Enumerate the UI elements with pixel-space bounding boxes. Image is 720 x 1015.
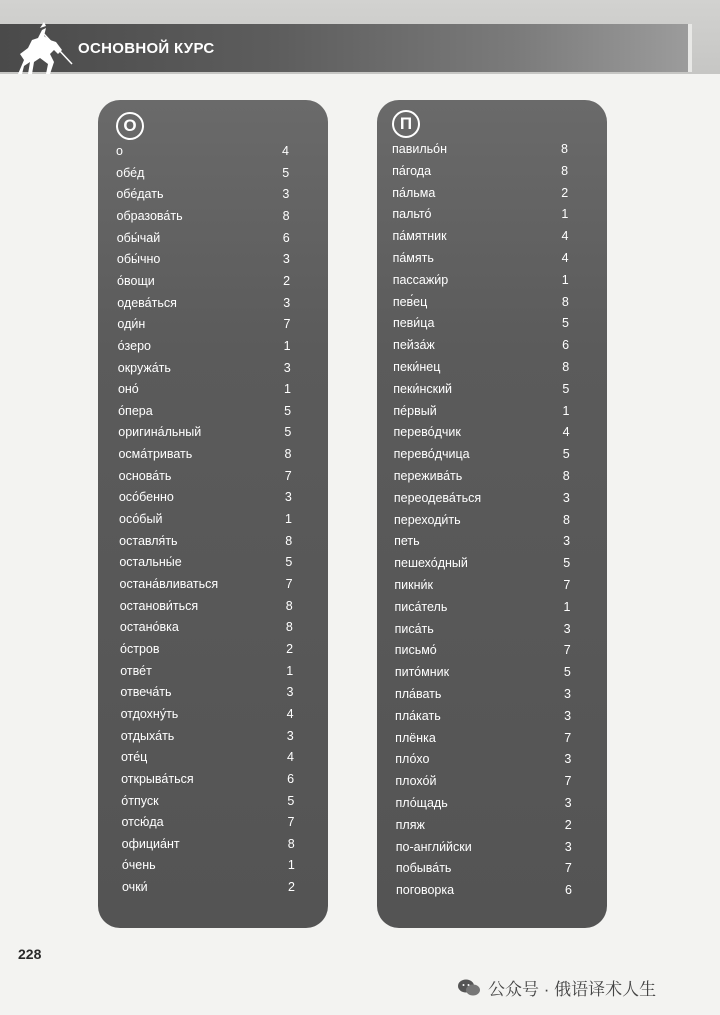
vocab-word: оригина́льный: [118, 425, 202, 440]
vocab-word: о́стров: [120, 641, 160, 656]
vocab-entry: [119, 469, 309, 490]
vocab-entry: [392, 207, 582, 228]
vocab-word: пев́ец: [392, 294, 428, 309]
lesson-number: 5: [561, 316, 569, 331]
vocab-entry: [396, 818, 586, 839]
section-letter-badge: О: [116, 112, 144, 140]
vocab-word: пеки́нский: [393, 381, 453, 396]
vocab-entry: [393, 338, 583, 359]
vocab-entry: [117, 296, 307, 317]
section-letter-badge: П: [392, 110, 420, 138]
vocab-word: оно́: [117, 382, 139, 397]
vocab-word: обе́д: [116, 165, 145, 180]
lesson-number: 2: [564, 817, 572, 832]
vocab-word: останови́ться: [119, 598, 199, 613]
lesson-number: 5: [282, 165, 290, 180]
page-number: 228: [18, 946, 42, 962]
vocab-entry: [122, 858, 312, 879]
lesson-number: 3: [283, 360, 291, 375]
vocab-entry: [117, 209, 307, 230]
vocab-word: о́пера: [118, 403, 153, 418]
lesson-number: 3: [564, 708, 572, 723]
vocab-word: перево́дчик: [393, 425, 461, 440]
lesson-number: 3: [563, 621, 571, 636]
vocab-entry: [118, 339, 308, 360]
lesson-number: 5: [284, 425, 292, 440]
vocab-entry: [395, 774, 585, 795]
vocab-entry: [119, 490, 309, 511]
lesson-number: 7: [564, 774, 572, 789]
vocab-entry: [118, 425, 308, 446]
lesson-number: 6: [282, 230, 290, 245]
vocab-entry: [394, 447, 584, 468]
lesson-number: 4: [286, 750, 294, 765]
lesson-number: 1: [287, 858, 295, 873]
lesson-number: 5: [562, 447, 570, 462]
lesson-number: 6: [562, 338, 570, 353]
vocab-word: окружа́ть: [117, 360, 171, 375]
vocab-entry: [395, 709, 585, 730]
lesson-number: 3: [282, 187, 290, 202]
lesson-number: 4: [286, 706, 294, 721]
lesson-number: 3: [563, 687, 571, 701]
lesson-number: 5: [563, 665, 571, 680]
vocab-word: писа́тель: [394, 599, 448, 614]
vocab-entry: [393, 382, 583, 403]
vocab-entry: [393, 316, 583, 337]
vocab-word: пассажи́р: [392, 272, 449, 287]
section-panel-o: [98, 100, 328, 928]
lesson-number: 8: [562, 360, 570, 374]
vocab-entry: [121, 772, 311, 793]
vocab-word: обы́чай: [116, 230, 161, 245]
vocab-word: пло́щадь: [395, 796, 448, 810]
lesson-number: 2: [288, 880, 295, 895]
lesson-number: 5: [563, 556, 571, 571]
lesson-number: 3: [282, 252, 290, 267]
vocab-word: певи́ца: [392, 316, 435, 331]
vocab-word: остано́вка: [119, 620, 179, 635]
watermark: [458, 975, 656, 1000]
vocab-word: пеки́нец: [393, 360, 441, 374]
lesson-number: 7: [284, 468, 292, 483]
lesson-number: 8: [284, 447, 292, 462]
vocab-entry: [121, 750, 311, 771]
vocab-word: пейза́ж: [393, 338, 435, 353]
lesson-number: 3: [286, 728, 294, 743]
vocab-word: пешехо́дный: [394, 556, 468, 571]
lesson-number: 1: [561, 207, 569, 222]
vocab-entry: [120, 664, 310, 685]
lesson-number: 2: [561, 185, 569, 200]
vocab-entry: [392, 229, 582, 250]
vocab-word: па́мятник: [392, 229, 447, 244]
lesson-number: 7: [287, 815, 295, 830]
lesson-number: 5: [287, 793, 295, 808]
lesson-number: 7: [285, 577, 293, 591]
header-title: ОСНОВНОЙ КУРС: [78, 40, 215, 57]
vocab-word: пито́мник: [394, 665, 450, 680]
vocab-word: осо́бый: [119, 512, 163, 527]
lesson-number: 7: [283, 317, 291, 332]
lesson-number: 6: [287, 771, 295, 786]
vocab-entry: [394, 600, 584, 621]
vocab-entry: [394, 491, 584, 512]
vocab-entry: [120, 685, 310, 706]
lesson-number: 8: [285, 533, 293, 548]
vocab-word: па́мять: [392, 251, 434, 265]
vocab-entry: [394, 578, 584, 599]
vocab-word: оставля́ть: [119, 533, 178, 548]
vocab-entry: [395, 643, 585, 664]
vocab-word: основа́ть: [118, 468, 172, 483]
vocab-entry: [396, 861, 586, 882]
lesson-number: 1: [286, 663, 294, 678]
wechat-icon: [458, 979, 480, 997]
vocab-entry: [394, 469, 584, 490]
vocab-entry: [117, 231, 307, 252]
lesson-number: 5: [284, 403, 292, 418]
vocab-entry: [116, 166, 306, 187]
vocab-word: остальны́е: [119, 555, 182, 570]
lesson-number: 5: [285, 555, 293, 570]
vocab-word: оди́н: [117, 317, 146, 332]
vocab-entry: [122, 880, 312, 901]
vocab-entry: [120, 577, 310, 598]
vocab-entry: [395, 622, 585, 643]
vocab-entry: [393, 360, 583, 381]
lesson-number: 1: [561, 272, 569, 287]
lesson-number: 7: [563, 578, 571, 592]
vocab-word: перево́дчица: [393, 447, 470, 462]
horseman-logo-icon: [10, 20, 76, 76]
vocab-entry: [395, 665, 585, 686]
vocab-word: по-англи́йски: [395, 839, 472, 854]
vocab-entry: [117, 252, 307, 273]
vocab-entry: [121, 815, 311, 836]
lesson-number: 3: [283, 295, 291, 310]
lesson-number: 4: [562, 425, 570, 440]
vocab-word: пе́рвый: [393, 403, 437, 418]
lesson-number: 7: [564, 730, 572, 745]
lesson-number: 3: [284, 490, 292, 505]
vocab-word: остана́вливаться: [119, 577, 219, 591]
lesson-number: 8: [562, 469, 570, 483]
vocab-entry: [121, 729, 311, 750]
vocab-word: открыва́ться: [121, 771, 194, 786]
section-panel-p: [377, 100, 607, 928]
vocab-entry: [119, 534, 309, 555]
lesson-number: 8: [285, 620, 293, 635]
vocab-entry: [118, 447, 308, 468]
lesson-number: 1: [283, 338, 291, 353]
vocab-entry: [396, 883, 586, 904]
vocab-word: о́чень: [121, 858, 156, 873]
lesson-number: 8: [287, 836, 295, 851]
vocab-word: образова́ть: [116, 208, 183, 223]
lesson-number: 8: [563, 512, 570, 527]
vocab-word: отсю́да: [121, 815, 164, 830]
vocab-word: отве́т: [120, 663, 152, 678]
lesson-number: 4: [561, 251, 569, 265]
lesson-number: 1: [285, 512, 292, 527]
vocab-entry: [395, 752, 585, 773]
vocab-word: одева́ться: [117, 295, 177, 310]
vocab-word: отдыха́ть: [120, 728, 175, 743]
vocab-word: плёнка: [395, 730, 436, 745]
vocab-word: па́года: [392, 163, 432, 178]
lesson-number: 1: [562, 403, 570, 418]
vocab-word: писа́ть: [394, 621, 434, 636]
vocab-entry: [121, 794, 311, 815]
vocab-entry: [392, 186, 582, 207]
vocab-entry: [395, 731, 585, 752]
lesson-number: 8: [561, 294, 569, 309]
vocab-word: оте́ц: [120, 750, 148, 765]
vocab-entry: [122, 837, 312, 858]
vocab-word: о́тпуск: [121, 793, 159, 808]
lesson-number: 4: [282, 144, 289, 158]
lesson-number: 2: [286, 641, 294, 656]
vocab-word: петь: [394, 534, 420, 549]
vocab-word: пла́вать: [394, 687, 442, 701]
vocab-word: па́льма: [392, 185, 436, 200]
lesson-number: 3: [564, 839, 572, 854]
vocab-word: пальто́: [392, 207, 432, 222]
header: [0, 0, 720, 74]
lesson-number: 1: [563, 599, 571, 614]
vocab-word: очки́: [122, 880, 148, 895]
vocab-entry: [394, 556, 584, 577]
vocab-entry: [118, 404, 308, 425]
vocab-word: пло́хо: [395, 752, 430, 767]
header-edge: [688, 24, 692, 72]
vocab-entry: [396, 796, 586, 817]
lesson-number: 6: [565, 883, 572, 898]
lesson-number: 5: [562, 381, 570, 396]
vocab-entry: [120, 599, 310, 620]
vocab-entry: [116, 144, 306, 165]
vocab-entry: [117, 274, 307, 295]
lesson-number: 7: [564, 861, 572, 876]
vocab-entry: [118, 382, 308, 403]
vocab-entry: [394, 534, 584, 555]
vocab-entry: [120, 620, 310, 641]
vocab-word: обы́чно: [116, 252, 161, 267]
vocab-word: пикни́к: [394, 578, 433, 592]
vocab-word: пляж: [395, 817, 425, 832]
vocab-entry: [392, 164, 582, 185]
vocab-entry: [392, 142, 582, 163]
vocab-word: поговорка: [396, 883, 455, 898]
lesson-number: 7: [563, 643, 571, 658]
vocab-word: осо́бенно: [118, 490, 174, 505]
lesson-number: 8: [561, 142, 568, 156]
lesson-number: 8: [282, 208, 290, 223]
vocab-word: осма́тривать: [118, 447, 193, 462]
lesson-number: 8: [285, 598, 293, 613]
lesson-number: 8: [561, 163, 569, 178]
vocab-entry: [394, 513, 584, 534]
vocab-entry: [393, 251, 583, 272]
lesson-number: 3: [564, 752, 572, 767]
vocab-entry: [118, 361, 308, 382]
vocab-entry: [395, 687, 585, 708]
vocab-word: побыва́ть: [395, 861, 452, 876]
vocab-word: официа́нт: [121, 836, 180, 851]
vocab-entry: [121, 707, 311, 728]
vocab-word: о: [116, 144, 123, 158]
vocab-entry: [393, 295, 583, 316]
vocab-entry: [116, 187, 306, 208]
lesson-number: 1: [283, 382, 291, 397]
vocab-word: отдохну́ть: [120, 706, 179, 721]
lesson-number: 4: [561, 229, 569, 244]
vocab-word: пережива́ть: [393, 469, 463, 483]
vocab-word: переодева́ться: [393, 490, 482, 505]
lesson-number: 3: [286, 685, 294, 700]
vocab-entry: [393, 273, 583, 294]
vocab-entry: [393, 404, 583, 425]
vocab-word: о́зеро: [117, 338, 151, 353]
vocab-entry: [119, 512, 309, 533]
lesson-number: 3: [562, 490, 570, 505]
watermark-text: 公众号 · 俄语译术人生: [488, 980, 657, 999]
vocab-entry: [396, 840, 586, 861]
lesson-number: 3: [563, 534, 571, 549]
vocab-word: пла́кать: [395, 708, 441, 723]
vocab-word: павильо́н: [392, 142, 448, 156]
vocab-entry: [117, 317, 307, 338]
vocab-word: переходи́ть: [394, 512, 461, 527]
vocab-word: обе́дать: [116, 187, 164, 202]
vocab-word: письмо́: [394, 643, 437, 658]
vocab-entry: [394, 425, 584, 446]
vocab-entry: [120, 642, 310, 663]
vocab-entry: [119, 555, 309, 576]
lesson-number: 3: [564, 796, 572, 810]
lesson-number: 2: [283, 273, 291, 288]
vocab-word: о́вощи: [117, 273, 155, 288]
vocab-word: отвеча́ть: [120, 685, 172, 700]
vocab-word: плохо́й: [395, 774, 437, 789]
